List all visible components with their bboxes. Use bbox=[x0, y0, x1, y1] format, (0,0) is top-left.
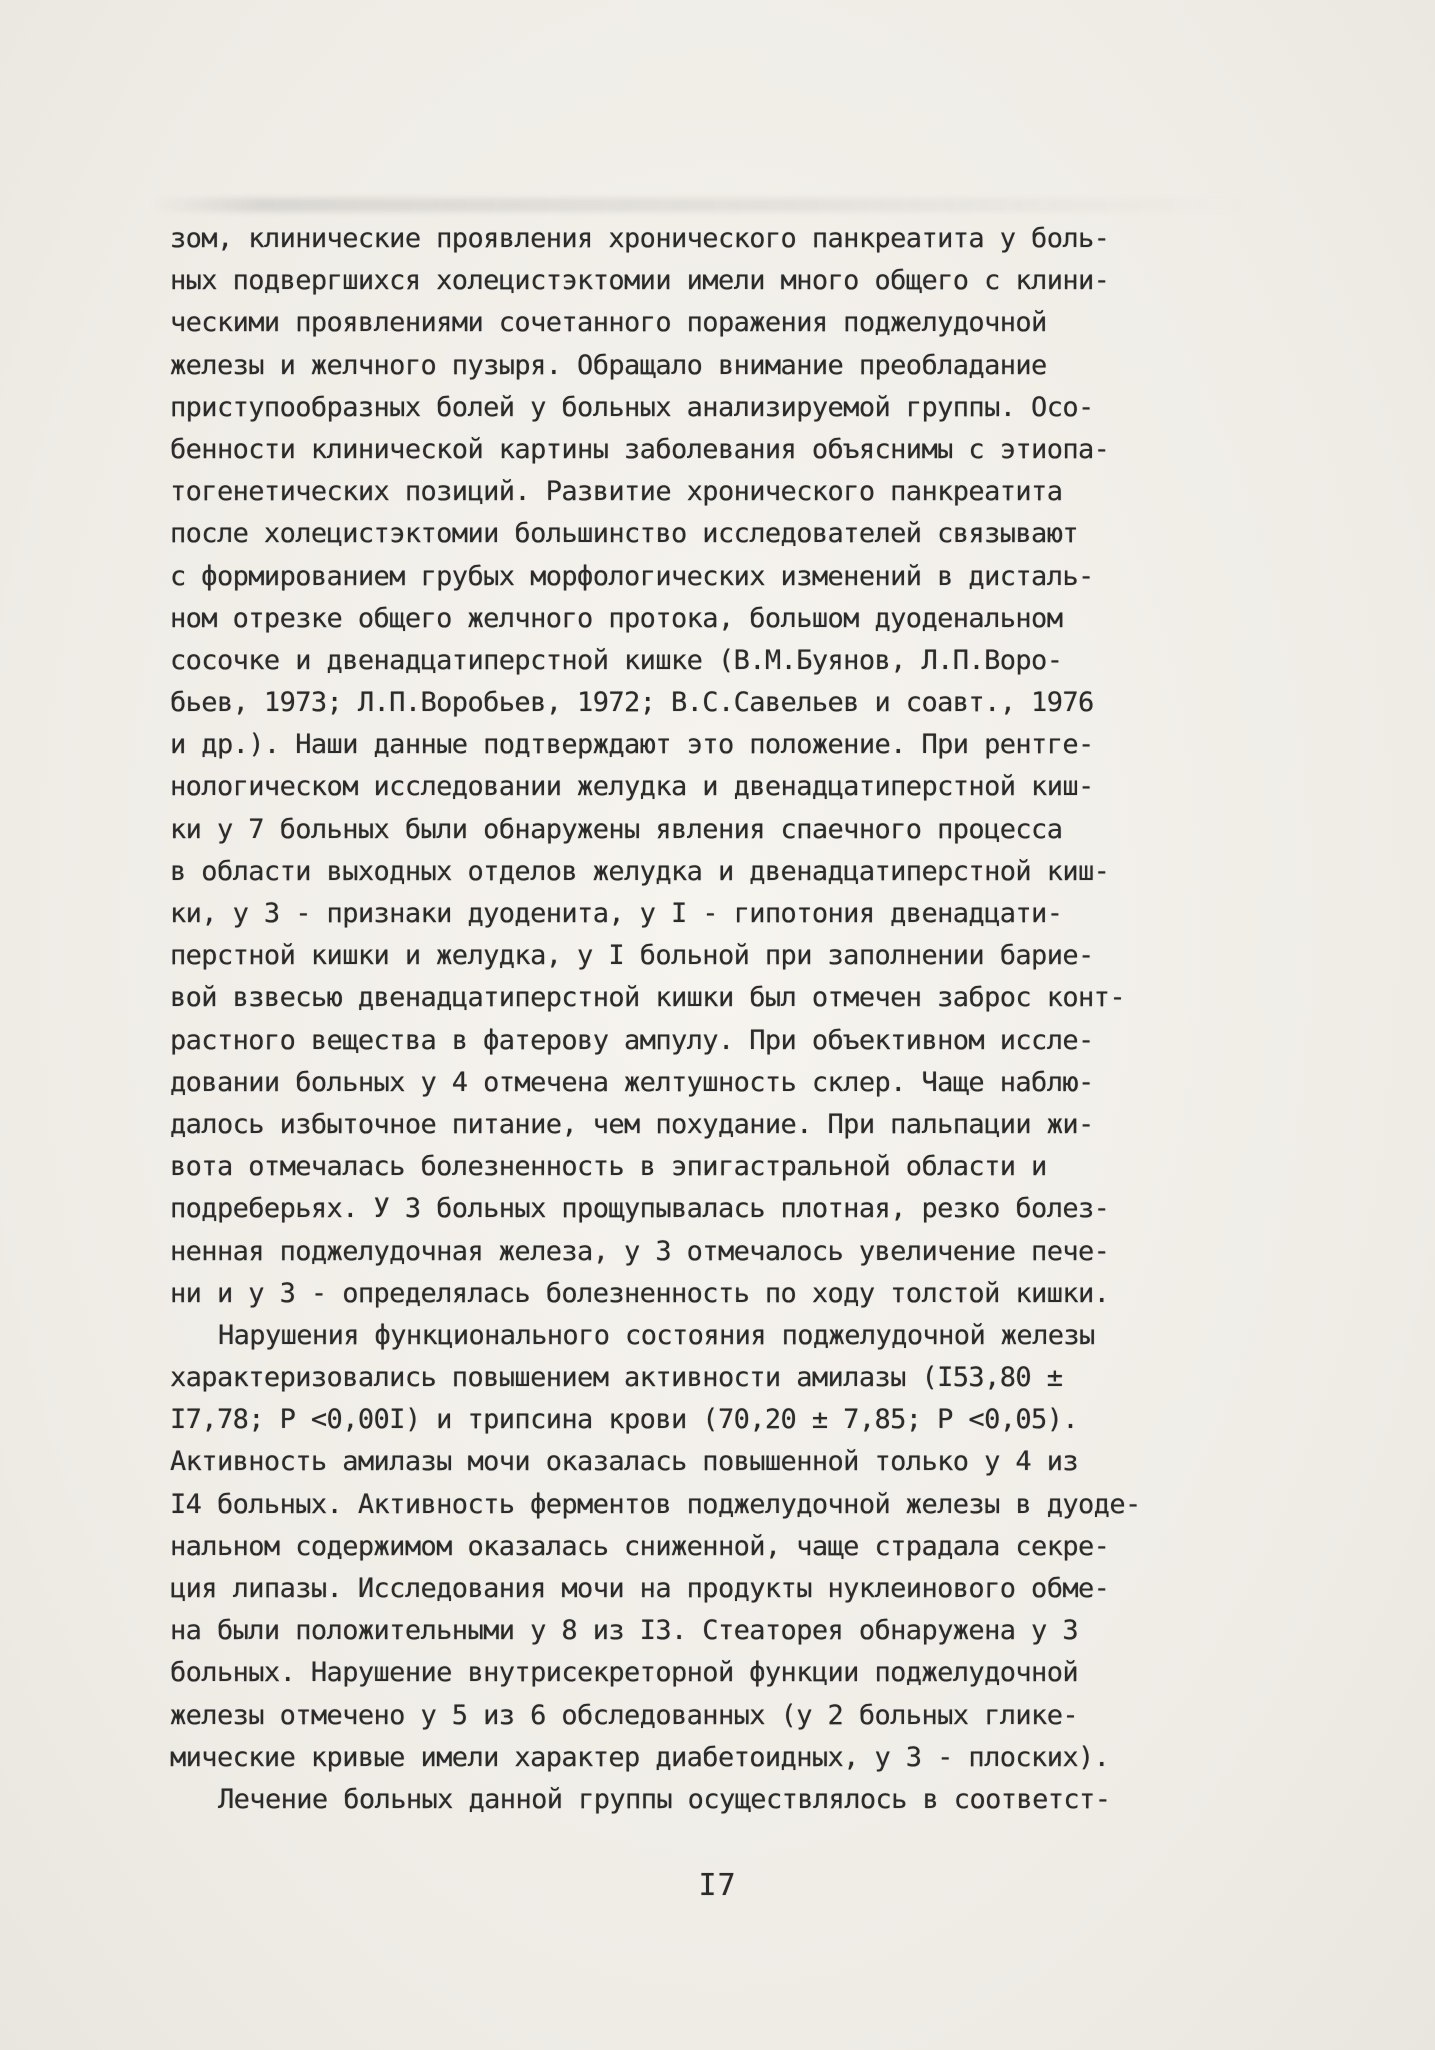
text-line: характеризовались повышением активности амилазы (I53,80 ± bbox=[170, 1362, 1063, 1394]
text-line: на были положительными у 8 из I3. Стеаторея обнаружена у 3 bbox=[170, 1615, 1079, 1647]
text-line: ки у 7 больных были обнаружены явления спаечного процесса bbox=[170, 813, 1063, 845]
text-line: больных. Нарушение внутрисекреторной функции поджелудочной bbox=[170, 1657, 1079, 1689]
text-line: перстной кишки и желудка, у I больной при заполнении барие- bbox=[170, 940, 1094, 972]
body-text bbox=[170, 218, 1230, 1821]
text-line: подреберьях. У 3 больных прощупывалась плотная, резко болез- bbox=[170, 1193, 1110, 1225]
text-line: Лечение больных данной группы осуществлялось в соответст- bbox=[218, 1783, 1111, 1815]
text-line: ни и у 3 - определялась болезненность по ходу толстой кишки. bbox=[170, 1277, 1110, 1309]
text-line: бенности клинической картины заболевания объяснимы с этиопа- bbox=[170, 433, 1110, 465]
text-line: сосочке и двенадцатиперстной кишке (В.М.Буянов, Л.П.Воро- bbox=[170, 644, 1063, 676]
text-line: вота отмечалась болезненность в эпигастральной области и bbox=[170, 1151, 1047, 1183]
text-line: довании больных у 4 отмечена желтушность склер. Чаще наблю- bbox=[170, 1066, 1094, 1098]
text-line: далось избыточное питание, чем похудание. При пальпации жи- bbox=[170, 1108, 1094, 1140]
text-line: нологическом исследовании желудка и двенадцатиперстной киш- bbox=[170, 771, 1094, 803]
text-line: мические кривые имели характер диабетоидных, у 3 - плоских). bbox=[170, 1741, 1110, 1773]
text-line: нальном содержимом оказалась сниженной, чаще страдала секре- bbox=[170, 1530, 1110, 1562]
text-line: ция липазы. Исследования мочи на продукты нуклеинового обме- bbox=[170, 1573, 1110, 1604]
text-line: в области выходных отделов желудка и двенадцатиперстной киш- bbox=[170, 855, 1110, 887]
scan-artifact bbox=[150, 198, 1250, 212]
text-line: с формированием грубых морфологических изменений в дисталь- bbox=[170, 560, 1094, 592]
text-line: Активность амилазы мочи оказалась повышенной только у 4 из bbox=[170, 1446, 1079, 1478]
text-line: ных подвергшихся холецистэктомии имели много общего с клини- bbox=[170, 265, 1110, 297]
text-line: Нарушения функционального состояния поджелудочной железы bbox=[218, 1319, 1095, 1351]
text-line: вой взвесью двенадцатиперстной кишки был отмечен заброс конт- bbox=[170, 982, 1125, 1014]
text-line: тогенетических позиций. Развитие хронического панкреатита bbox=[170, 476, 1063, 508]
text-line: I4 больных. Активность ферментов поджелудочной железы в дуоде- bbox=[170, 1488, 1141, 1520]
text-line: зом, клинические проявления хронического панкреатита у боль- bbox=[170, 223, 1110, 254]
text-line: железы и желчного пузыря. Обращало внимание преобладание bbox=[170, 349, 1047, 381]
text-line: бьев, 1973; Л.П.Воробьев, 1972; В.С.Савельев и соавт., 1976 bbox=[170, 687, 1094, 719]
page-number: I7 bbox=[698, 1868, 737, 1903]
text-line: ки, у 3 - признаки дуоденита, у I - гипотония двенадцати- bbox=[170, 898, 1063, 929]
text-line: приступообразных болей у больных анализируемой группы. Осо- bbox=[170, 391, 1094, 423]
text-line: растного вещества в фатерову ампулу. При объективном иссле- bbox=[170, 1024, 1094, 1056]
text-line: ненная поджелудочная железа, у 3 отмечалось увеличение пече- bbox=[170, 1235, 1110, 1267]
text-line: ческими проявлениями сочетанного поражения поджелудочной bbox=[170, 307, 1047, 339]
text-line: после холецистэктомии большинство исследователей связывают bbox=[170, 518, 1079, 550]
text-line: ном отрезке общего желчного протока, большом дуоденальном bbox=[170, 602, 1063, 634]
text-line: железы отмечено у 5 из 6 обследованных (у 2 больных глике- bbox=[170, 1699, 1079, 1731]
text-line: I7,78; P <0,00I) и трипсина крови (70,20 ± 7,85; P <0,05). bbox=[170, 1404, 1079, 1436]
text-line: и др.). Наши данные подтверждают это положение. При рентге- bbox=[170, 729, 1094, 761]
